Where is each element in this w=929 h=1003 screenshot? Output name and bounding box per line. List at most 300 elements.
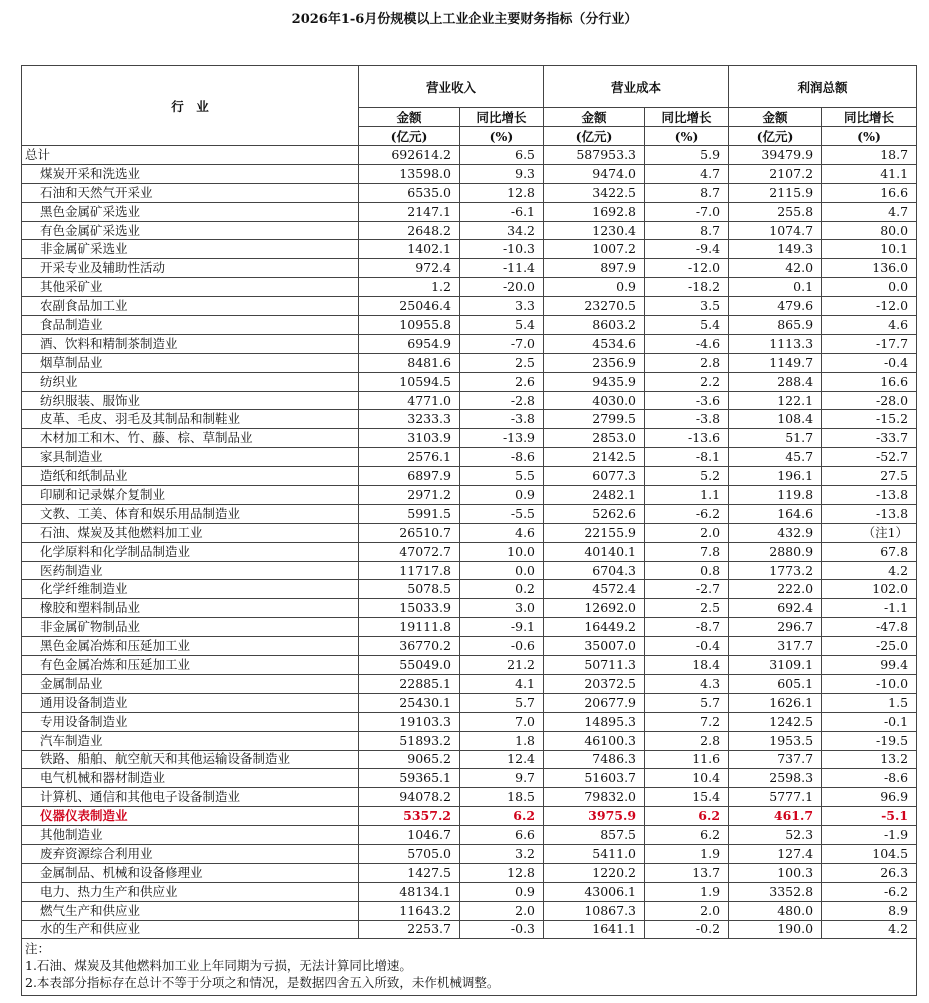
- cost-amount: 2356.9: [544, 353, 645, 372]
- table-row: [22, 712, 917, 731]
- table-row: [22, 542, 917, 561]
- table-row: [22, 410, 917, 429]
- revenue-growth: 6.6: [460, 826, 544, 845]
- revenue-amount: 5705.0: [359, 844, 460, 863]
- profit-growth: 16.6: [822, 372, 917, 391]
- profit-growth: -47.8: [822, 618, 917, 637]
- cost-growth: 2.8: [645, 731, 729, 750]
- revenue-growth: -2.8: [460, 391, 544, 410]
- profit-growth: 10.1: [822, 240, 917, 259]
- revenue-growth: 6.2: [460, 807, 544, 826]
- profit-amount: 288.4: [729, 372, 822, 391]
- profit-amount: 1773.2: [729, 561, 822, 580]
- cost-growth: 1.1: [645, 486, 729, 505]
- cost-growth: 2.2: [645, 372, 729, 391]
- industry-name: 黑色金属矿采选业: [22, 202, 359, 221]
- profit-amount: 1953.5: [729, 731, 822, 750]
- revenue-amount: 51893.2: [359, 731, 460, 750]
- revenue-amount: 10594.5: [359, 372, 460, 391]
- profit-amount: 1113.3: [729, 334, 822, 353]
- revenue-growth: 34.2: [460, 221, 544, 240]
- cost-growth: -13.6: [645, 429, 729, 448]
- revenue-growth: 7.0: [460, 712, 544, 731]
- profit-amount: 480.0: [729, 901, 822, 920]
- profit-growth: -33.7: [822, 429, 917, 448]
- table-row: [22, 297, 917, 316]
- header-growth-unit: (%): [822, 127, 917, 146]
- industry-name: 铁路、船舶、航空航天和其他运输设备制造业: [22, 750, 359, 769]
- revenue-amount: 2648.2: [359, 221, 460, 240]
- profit-growth: -0.4: [822, 353, 917, 372]
- cost-growth: 8.7: [645, 183, 729, 202]
- profit-amount: 737.7: [729, 750, 822, 769]
- revenue-growth: 3.3: [460, 297, 544, 316]
- revenue-growth: -10.3: [460, 240, 544, 259]
- table-row: [22, 240, 917, 259]
- revenue-amount: 2253.7: [359, 920, 460, 939]
- profit-amount: 190.0: [729, 920, 822, 939]
- table-row: [22, 826, 917, 845]
- revenue-amount: 4771.0: [359, 391, 460, 410]
- revenue-growth: 2.0: [460, 901, 544, 920]
- profit-amount: 3352.8: [729, 882, 822, 901]
- cost-growth: -3.8: [645, 410, 729, 429]
- cost-amount: 4572.4: [544, 580, 645, 599]
- profit-growth: （注1）: [822, 523, 917, 542]
- cost-amount: 1692.8: [544, 202, 645, 221]
- profit-growth: -13.8: [822, 504, 917, 523]
- revenue-amount: 972.4: [359, 259, 460, 278]
- industry-name: 黑色金属冶炼和压延加工业: [22, 637, 359, 656]
- cost-amount: 1007.2: [544, 240, 645, 259]
- profit-amount: 222.0: [729, 580, 822, 599]
- industry-name: 石油、煤炭及其他燃料加工业: [22, 523, 359, 542]
- industry-name: 其他制造业: [22, 826, 359, 845]
- notes-heading: 注：: [25, 941, 51, 957]
- profit-amount: 461.7: [729, 807, 822, 826]
- table-row: [22, 504, 917, 523]
- industry-name: 非金属矿采选业: [22, 240, 359, 259]
- cost-growth: 4.7: [645, 164, 729, 183]
- cost-growth: 18.4: [645, 656, 729, 675]
- profit-amount: 3109.1: [729, 656, 822, 675]
- industry-name: 纺织服装、服饰业: [22, 391, 359, 410]
- cost-growth: -4.6: [645, 334, 729, 353]
- table-row: [22, 807, 917, 826]
- cost-growth: 2.5: [645, 599, 729, 618]
- revenue-growth: 5.4: [460, 316, 544, 335]
- profit-growth: -17.7: [822, 334, 917, 353]
- industry-name: 食品制造业: [22, 316, 359, 335]
- revenue-growth: 0.9: [460, 486, 544, 505]
- industry-name: 化学原料和化学制品制造业: [22, 542, 359, 561]
- industry-name: 开采专业及辅助性活动: [22, 259, 359, 278]
- revenue-amount: 1046.7: [359, 826, 460, 845]
- cost-growth: -6.2: [645, 504, 729, 523]
- revenue-amount: 1402.1: [359, 240, 460, 259]
- cost-amount: 51603.7: [544, 769, 645, 788]
- revenue-growth: 0.2: [460, 580, 544, 599]
- table-row: [22, 731, 917, 750]
- profit-amount: 127.4: [729, 844, 822, 863]
- table-row: [22, 769, 917, 788]
- header-growth: 同比增长: [645, 108, 729, 127]
- header-amount: 金额: [544, 108, 645, 127]
- revenue-amount: 19103.3: [359, 712, 460, 731]
- industry-name: 计算机、通信和其他电子设备制造业: [22, 788, 359, 807]
- revenue-growth: 12.8: [460, 183, 544, 202]
- table-row: [22, 486, 917, 505]
- revenue-growth: 4.1: [460, 674, 544, 693]
- profit-growth: 16.6: [822, 183, 917, 202]
- revenue-amount: 11643.2: [359, 901, 460, 920]
- profit-amount: 42.0: [729, 259, 822, 278]
- profit-amount: 196.1: [729, 467, 822, 486]
- table-row: [22, 164, 917, 183]
- table-row: [22, 334, 917, 353]
- profit-amount: 1242.5: [729, 712, 822, 731]
- revenue-amount: 3233.3: [359, 410, 460, 429]
- profit-growth: 80.0: [822, 221, 917, 240]
- profit-growth: -6.2: [822, 882, 917, 901]
- profit-amount: 164.6: [729, 504, 822, 523]
- header-amount: 金额: [359, 108, 460, 127]
- cost-growth: 3.5: [645, 297, 729, 316]
- industry-name: 专用设备制造业: [22, 712, 359, 731]
- table-row: [22, 259, 917, 278]
- note-2: 2.本表部分指标存在总计不等于分项之和情况，是数据四舍五入所致，未作机械调整。: [25, 975, 500, 991]
- revenue-growth: -11.4: [460, 259, 544, 278]
- revenue-growth: 5.5: [460, 467, 544, 486]
- revenue-amount: 19111.8: [359, 618, 460, 637]
- profit-growth: 0.0: [822, 278, 917, 297]
- revenue-amount: 13598.0: [359, 164, 460, 183]
- header-industry: 行 业: [22, 66, 359, 146]
- revenue-amount: 692614.2: [359, 146, 460, 165]
- table-row: [22, 750, 917, 769]
- revenue-amount: 2147.1: [359, 202, 460, 221]
- cost-amount: 4030.0: [544, 391, 645, 410]
- profit-growth: 4.6: [822, 316, 917, 335]
- cost-growth: 13.7: [645, 863, 729, 882]
- cost-amount: 9435.9: [544, 372, 645, 391]
- revenue-growth: -8.6: [460, 448, 544, 467]
- cost-amount: 2142.5: [544, 448, 645, 467]
- revenue-amount: 47072.7: [359, 542, 460, 561]
- profit-growth: 104.5: [822, 844, 917, 863]
- revenue-amount: 3103.9: [359, 429, 460, 448]
- table-row: [22, 882, 917, 901]
- revenue-growth: 2.5: [460, 353, 544, 372]
- profit-amount: 119.8: [729, 486, 822, 505]
- revenue-amount: 2576.1: [359, 448, 460, 467]
- cost-amount: 12692.0: [544, 599, 645, 618]
- profit-amount: 39479.9: [729, 146, 822, 165]
- revenue-amount: 10955.8: [359, 316, 460, 335]
- table-row: [22, 674, 917, 693]
- cost-amount: 35007.0: [544, 637, 645, 656]
- industry-name: 煤炭开采和洗选业: [22, 164, 359, 183]
- cost-growth: -3.6: [645, 391, 729, 410]
- industry-name: 非金属矿物制品业: [22, 618, 359, 637]
- cost-amount: 1230.4: [544, 221, 645, 240]
- profit-growth: 102.0: [822, 580, 917, 599]
- table-row: [22, 429, 917, 448]
- financial-indicators-table: [21, 65, 917, 996]
- cost-amount: 79832.0: [544, 788, 645, 807]
- cost-amount: 587953.3: [544, 146, 645, 165]
- cost-amount: 4534.6: [544, 334, 645, 353]
- cost-amount: 2482.1: [544, 486, 645, 505]
- profit-amount: 52.3: [729, 826, 822, 845]
- table-row: [22, 693, 917, 712]
- cost-growth: 7.8: [645, 542, 729, 561]
- revenue-growth: 0.0: [460, 561, 544, 580]
- revenue-amount: 1.2: [359, 278, 460, 297]
- industry-name: 家具制造业: [22, 448, 359, 467]
- cost-growth: -9.4: [645, 240, 729, 259]
- profit-amount: 2107.2: [729, 164, 822, 183]
- header-amount-unit: (亿元): [544, 127, 645, 146]
- industry-name: 废弃资源综合利用业: [22, 844, 359, 863]
- table-row: [22, 580, 917, 599]
- revenue-amount: 11717.8: [359, 561, 460, 580]
- table-row: [22, 656, 917, 675]
- revenue-growth: 12.4: [460, 750, 544, 769]
- profit-amount: 865.9: [729, 316, 822, 335]
- cost-growth: -18.2: [645, 278, 729, 297]
- profit-growth: -25.0: [822, 637, 917, 656]
- profit-amount: 692.4: [729, 599, 822, 618]
- profit-growth: -1.1: [822, 599, 917, 618]
- profit-growth: 4.2: [822, 920, 917, 939]
- revenue-growth: 3.0: [460, 599, 544, 618]
- header-cost: 营业成本: [544, 66, 729, 108]
- cost-growth: 2.8: [645, 353, 729, 372]
- cost-growth: -2.7: [645, 580, 729, 599]
- profit-growth: -28.0: [822, 391, 917, 410]
- cost-growth: 1.9: [645, 844, 729, 863]
- profit-growth: 41.1: [822, 164, 917, 183]
- revenue-growth: 6.5: [460, 146, 544, 165]
- cost-amount: 16449.2: [544, 618, 645, 637]
- industry-name: 木材加工和木、竹、藤、棕、草制品业: [22, 429, 359, 448]
- table-row: [22, 183, 917, 202]
- cost-growth: 6.2: [645, 807, 729, 826]
- revenue-amount: 9065.2: [359, 750, 460, 769]
- cost-amount: 23270.5: [544, 297, 645, 316]
- table-row: [22, 920, 917, 939]
- cost-amount: 14895.3: [544, 712, 645, 731]
- revenue-amount: 6535.0: [359, 183, 460, 202]
- table-row: [22, 901, 917, 920]
- header-amount-unit: (亿元): [729, 127, 822, 146]
- profit-growth: -8.6: [822, 769, 917, 788]
- header-growth: 同比增长: [460, 108, 544, 127]
- profit-amount: 0.1: [729, 278, 822, 297]
- revenue-amount: 55049.0: [359, 656, 460, 675]
- profit-growth: -0.1: [822, 712, 917, 731]
- cost-growth: 4.3: [645, 674, 729, 693]
- profit-amount: 2115.9: [729, 183, 822, 202]
- profit-amount: 108.4: [729, 410, 822, 429]
- cost-amount: 10867.3: [544, 901, 645, 920]
- revenue-amount: 5991.5: [359, 504, 460, 523]
- revenue-amount: 26510.7: [359, 523, 460, 542]
- profit-amount: 51.7: [729, 429, 822, 448]
- table-row: [22, 202, 917, 221]
- industry-name: 燃气生产和供应业: [22, 901, 359, 920]
- table-row: [22, 561, 917, 580]
- cost-growth: 2.0: [645, 523, 729, 542]
- cost-growth: 0.8: [645, 561, 729, 580]
- profit-amount: 149.3: [729, 240, 822, 259]
- revenue-amount: 48134.1: [359, 882, 460, 901]
- revenue-growth: -6.1: [460, 202, 544, 221]
- cost-amount: 857.5: [544, 826, 645, 845]
- cost-amount: 3975.9: [544, 807, 645, 826]
- revenue-amount: 36770.2: [359, 637, 460, 656]
- industry-name: 印刷和记录媒介复制业: [22, 486, 359, 505]
- profit-amount: 2598.3: [729, 769, 822, 788]
- cost-growth: 6.2: [645, 826, 729, 845]
- industry-name: 医药制造业: [22, 561, 359, 580]
- cost-amount: 20372.5: [544, 674, 645, 693]
- revenue-growth: -3.8: [460, 410, 544, 429]
- industry-name: 造纸和纸制品业: [22, 467, 359, 486]
- cost-amount: 1220.2: [544, 863, 645, 882]
- cost-growth: 8.7: [645, 221, 729, 240]
- table-row: [22, 467, 917, 486]
- revenue-growth: 1.8: [460, 731, 544, 750]
- revenue-growth: 10.0: [460, 542, 544, 561]
- cost-growth: -8.7: [645, 618, 729, 637]
- revenue-growth: -9.1: [460, 618, 544, 637]
- header-amount-unit: (亿元): [359, 127, 460, 146]
- profit-amount: 5777.1: [729, 788, 822, 807]
- revenue-growth: -20.0: [460, 278, 544, 297]
- profit-growth: 1.5: [822, 693, 917, 712]
- note-1: 1.石油、煤炭及其他燃料加工业上年同期为亏损，无法计算同比增速。: [25, 958, 412, 974]
- industry-name: 文教、工美、体育和娱乐用品制造业: [22, 504, 359, 523]
- profit-growth: -10.0: [822, 674, 917, 693]
- table-notes: [22, 939, 917, 996]
- revenue-growth: 5.7: [460, 693, 544, 712]
- industry-name: 纺织业: [22, 372, 359, 391]
- cost-amount: 50711.3: [544, 656, 645, 675]
- table-row: [22, 844, 917, 863]
- header-profit: 利润总额: [729, 66, 917, 108]
- table-row: [22, 391, 917, 410]
- table-row: [22, 599, 917, 618]
- revenue-growth: 3.2: [460, 844, 544, 863]
- profit-growth: -12.0: [822, 297, 917, 316]
- profit-growth: 27.5: [822, 467, 917, 486]
- cost-amount: 7486.3: [544, 750, 645, 769]
- profit-amount: 255.8: [729, 202, 822, 221]
- revenue-amount: 1427.5: [359, 863, 460, 882]
- revenue-growth: 9.7: [460, 769, 544, 788]
- industry-name: 橡胶和塑料制品业: [22, 599, 359, 618]
- cost-amount: 5411.0: [544, 844, 645, 863]
- table-row: [22, 788, 917, 807]
- cost-growth: 1.9: [645, 882, 729, 901]
- revenue-growth: 12.8: [460, 863, 544, 882]
- profit-amount: 2880.9: [729, 542, 822, 561]
- profit-growth: -15.2: [822, 410, 917, 429]
- industry-name: 金属制品业: [22, 674, 359, 693]
- industry-name: 化学纤维制造业: [22, 580, 359, 599]
- profit-amount: 296.7: [729, 618, 822, 637]
- profit-growth: -19.5: [822, 731, 917, 750]
- cost-amount: 3422.5: [544, 183, 645, 202]
- cost-growth: -8.1: [645, 448, 729, 467]
- revenue-amount: 2971.2: [359, 486, 460, 505]
- industry-name: 其他采矿业: [22, 278, 359, 297]
- revenue-growth: 9.3: [460, 164, 544, 183]
- revenue-amount: 94078.2: [359, 788, 460, 807]
- revenue-growth: 18.5: [460, 788, 544, 807]
- profit-growth: 4.2: [822, 561, 917, 580]
- table-row: [22, 146, 917, 165]
- header-amount: 金额: [729, 108, 822, 127]
- header-revenue: 营业收入: [359, 66, 544, 108]
- cost-amount: 6704.3: [544, 561, 645, 580]
- industry-name: 通用设备制造业: [22, 693, 359, 712]
- profit-growth: 8.9: [822, 901, 917, 920]
- industry-name: 有色金属矿采选业: [22, 221, 359, 240]
- industry-name: 有色金属冶炼和压延加工业: [22, 656, 359, 675]
- profit-growth: -5.1: [822, 807, 917, 826]
- profit-amount: 45.7: [729, 448, 822, 467]
- revenue-growth: 2.6: [460, 372, 544, 391]
- profit-growth: 99.4: [822, 656, 917, 675]
- profit-amount: 317.7: [729, 637, 822, 656]
- page-title: 2026年1-6月份规模以上工业企业主要财务指标（分行业）: [291, 12, 638, 27]
- cost-growth: 2.0: [645, 901, 729, 920]
- cost-growth: -12.0: [645, 259, 729, 278]
- revenue-amount: 6954.9: [359, 334, 460, 353]
- cost-amount: 897.9: [544, 259, 645, 278]
- cost-growth: -7.0: [645, 202, 729, 221]
- profit-growth: 96.9: [822, 788, 917, 807]
- profit-amount: 1074.7: [729, 221, 822, 240]
- industry-name: 水的生产和供应业: [22, 920, 359, 939]
- cost-growth: 5.9: [645, 146, 729, 165]
- cost-growth: 5.2: [645, 467, 729, 486]
- cost-growth: 5.4: [645, 316, 729, 335]
- cost-growth: 15.4: [645, 788, 729, 807]
- revenue-amount: 5078.5: [359, 580, 460, 599]
- profit-growth: 26.3: [822, 863, 917, 882]
- profit-amount: 605.1: [729, 674, 822, 693]
- cost-amount: 8603.2: [544, 316, 645, 335]
- profit-amount: 100.3: [729, 863, 822, 882]
- cost-amount: 40140.1: [544, 542, 645, 561]
- cost-amount: 1641.1: [544, 920, 645, 939]
- cost-amount: 46100.3: [544, 731, 645, 750]
- revenue-growth: -0.6: [460, 637, 544, 656]
- industry-name: 汽车制造业: [22, 731, 359, 750]
- profit-growth: -13.8: [822, 486, 917, 505]
- profit-amount: 1149.7: [729, 353, 822, 372]
- industry-name: 仪器仪表制造业: [22, 807, 359, 826]
- industry-name: 金属制品、机械和设备修理业: [22, 863, 359, 882]
- cost-amount: 2799.5: [544, 410, 645, 429]
- profit-growth: 136.0: [822, 259, 917, 278]
- profit-growth: -52.7: [822, 448, 917, 467]
- profit-amount: 432.9: [729, 523, 822, 542]
